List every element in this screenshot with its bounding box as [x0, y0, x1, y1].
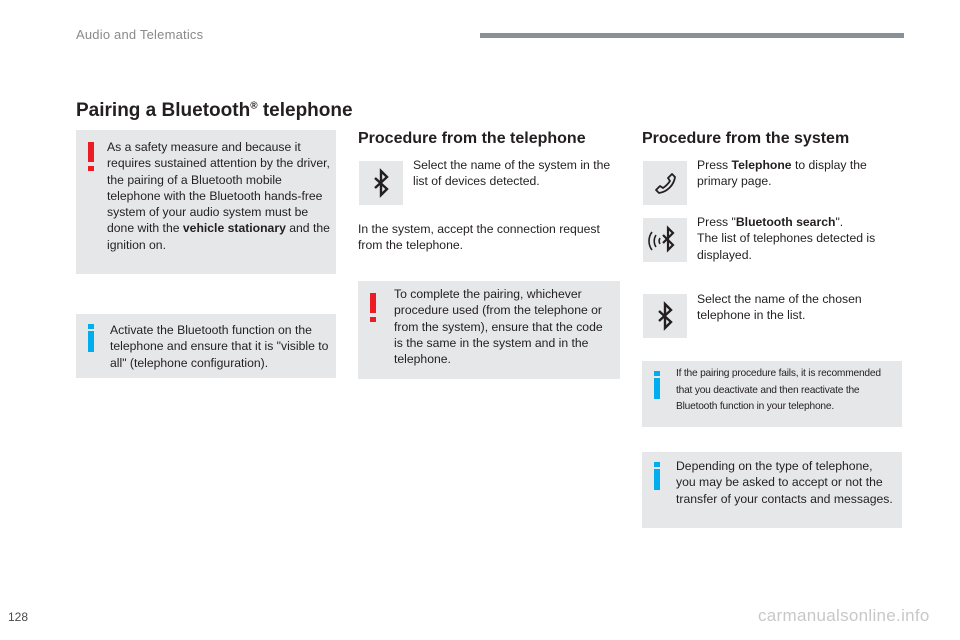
activate-bluetooth-info-box	[76, 314, 336, 378]
procedure-telephone-step1: Select the name of the system in the list of devices detected.	[413, 158, 611, 189]
warning-exclamation-icon	[88, 142, 94, 162]
activate-bluetooth-text: Activate the Bluetooth function on the telephone and ensure that it is "visible to all" (telephone configuration).	[110, 323, 329, 370]
contacts-transfer-info-box	[642, 452, 902, 528]
header-rule	[480, 33, 904, 38]
watermark: carmanualsonline.info	[758, 606, 930, 625]
code-match-warning-text: To complete the pairing, whichever procedure used (from the telephone or from the system), ensure that the code is the same in the system and in the telephone.	[394, 287, 603, 367]
page-title: Pairing a Bluetooth® telephone	[76, 100, 353, 121]
procedure-telephone-step2: In the system, accept the connection request from the telephone.	[358, 222, 600, 253]
contacts-transfer-text: Depending on the type of telephone, you may be asked to accept or not the transfer of your contacts and messages.	[676, 459, 893, 506]
bluetooth-search-icon	[643, 218, 687, 262]
code-match-warning-box	[358, 281, 620, 379]
warning-exclamation-icon	[370, 293, 376, 313]
info-i-icon	[654, 378, 660, 399]
pairing-fails-text: If the pairing procedure fails, it is recommended that you deactivate and then reactivate the Bluetooth function in your telephone.	[676, 368, 881, 412]
procedure-system-step2: Press "Bluetooth search". The list of telephones detected is displayed.	[697, 215, 876, 262]
procedure-system-step3: Select the name of the chosen telephone in the list.	[697, 292, 862, 323]
bluetooth-icon	[359, 161, 403, 205]
procedure-telephone-heading: Procedure from the telephone	[358, 130, 586, 147]
page-number: 128	[8, 610, 29, 624]
bluetooth-icon	[643, 294, 687, 338]
info-i-icon	[654, 469, 660, 490]
info-i-icon	[88, 331, 94, 352]
header-section-title: Audio and Telematics	[76, 27, 204, 42]
procedure-system-step1: Press Telephone to display the primary page.	[697, 158, 867, 189]
procedure-system-heading: Procedure from the system	[642, 130, 850, 147]
safety-warning-text: As a safety measure and because it requires sustained attention by the driver, the pairing of a Bluetooth mobile telephone with the Bluetooth hands-free system of your audio system must be done with the vehicle stationary and the ignition on.	[107, 140, 330, 252]
telephone-handset-icon	[643, 161, 687, 205]
pairing-fails-info-box	[642, 361, 902, 427]
safety-warning-box	[76, 130, 336, 274]
